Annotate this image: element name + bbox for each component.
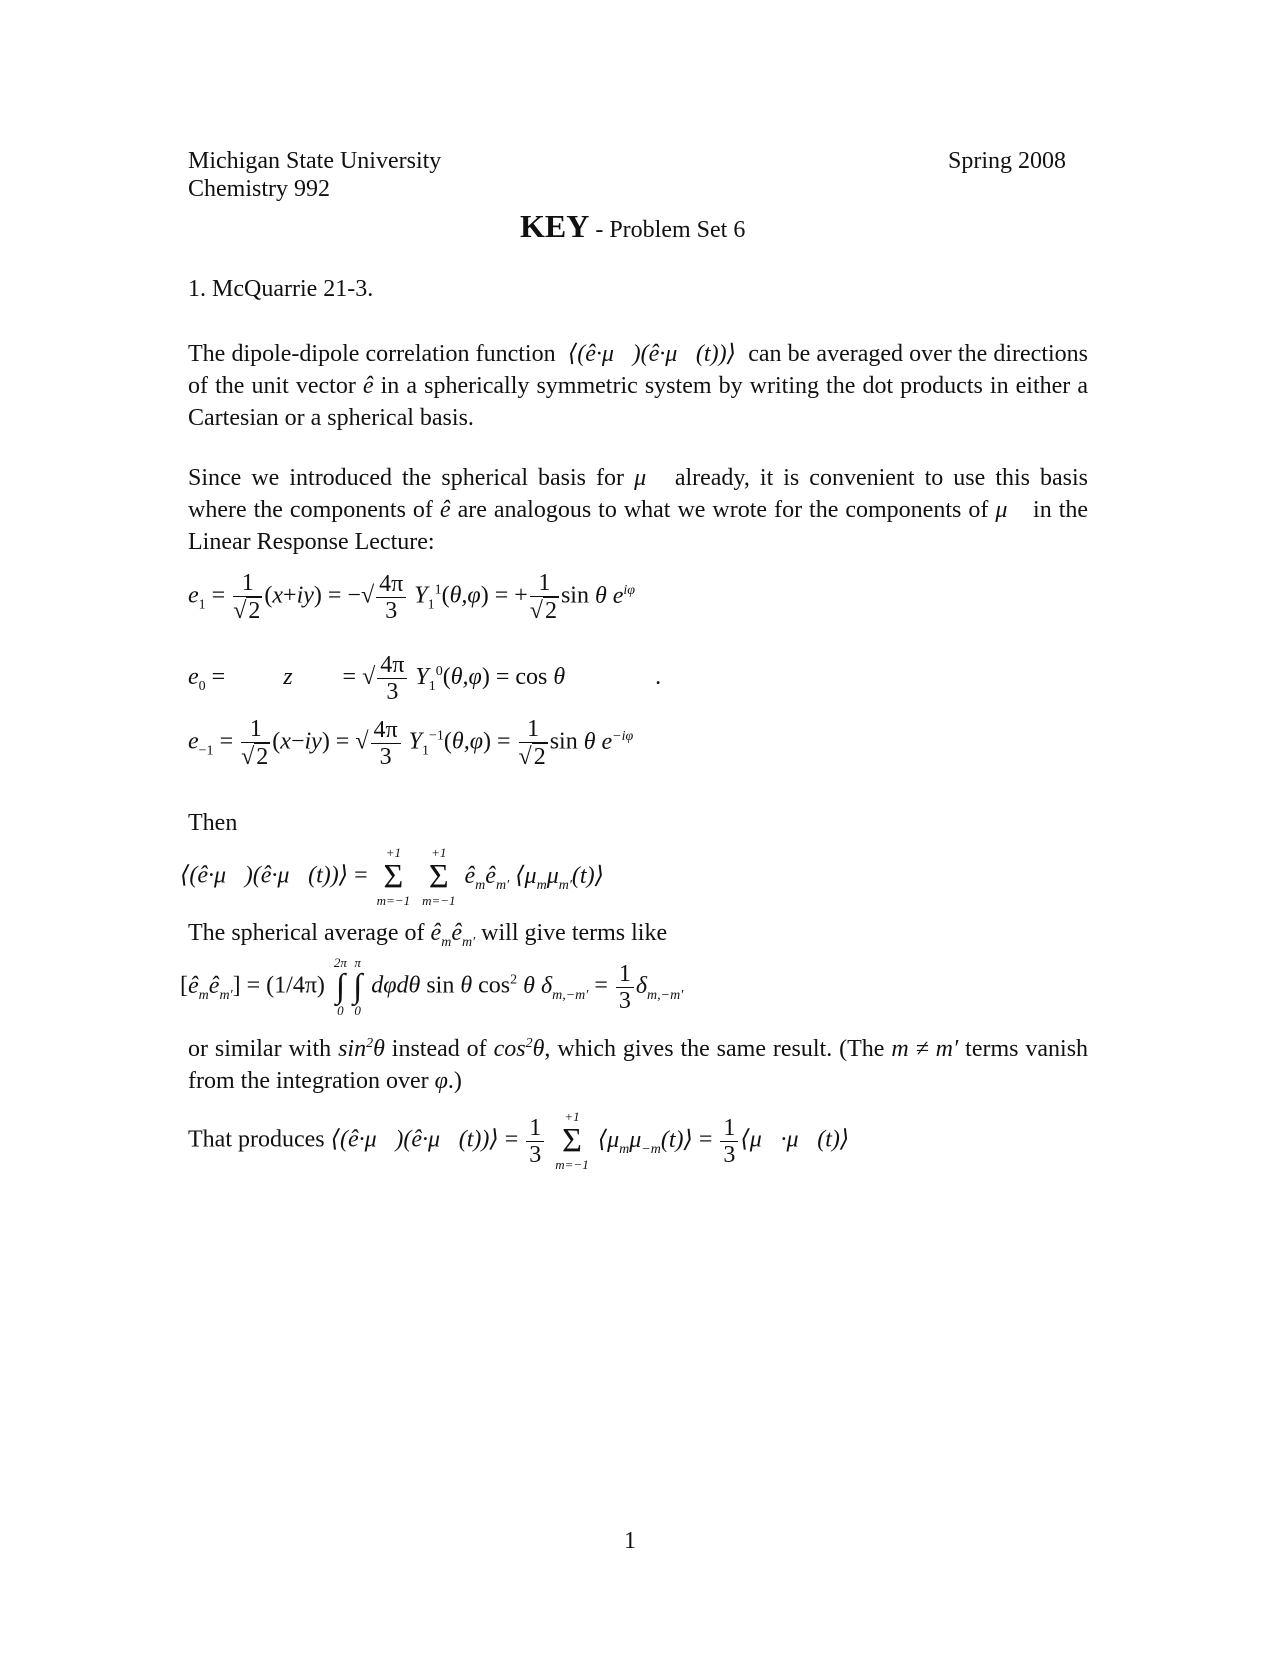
avg-text: The spherical average of $ê_mê_{m'}$ will give terms like [188, 920, 668, 950]
eq-ehat: ê [362, 373, 381, 399]
page-number: 1 [624, 1528, 636, 1554]
eq-double-sum: ⟨(ê·μ⃗)(ê·μ⃗(t))⟩ = +1 Σ m=−1 +1 Σ m=−1 $ê_mê_{m'}$ $⟨\mu_m\mu_{m'}(t)⟩$ [180, 845, 604, 908]
para2-text-a: Since we introduced the spherical basis for [188, 465, 625, 491]
course-name: Chemistry 992 [188, 176, 330, 202]
title-key: KEY [520, 208, 590, 244]
problem-heading: 1. McQuarrie 21-3. [188, 276, 374, 302]
page-title [520, 208, 745, 245]
eq-e0: $e_0 = z$ = √ $\frac{4\pi}{3}$ $Y_1^0(\theta,\varphi) = \cos \theta$ . [188, 652, 662, 705]
eq-integral: $[ê_mê_{m'}] = (1/4\pi)$ 2π ∫ 0 π ∫ 0 dφdθ sin θ $\cos^2 \theta$ $\delta_{m,-m'}$ = $\frac{1}{3}$ $\delta_{m,-m'}$ [180, 955, 684, 1018]
para1-text-c: in a spherically symmetric system by writing the dot products in either a Cartesian or a spherical basis. [188, 373, 1089, 431]
paragraph-basis [188, 462, 1088, 558]
eq-e-minus1: $e_{-1}$ = $\frac{1}{√2}$ (x−iy) = √ $\frac{4\pi}{3}$ $Y_1^{-1}(\theta,\varphi)$ = $\frac{1}{√2}$ sin θ $e^{-i\varphi}$ [188, 716, 634, 770]
semester: Spring 2008 [948, 148, 1067, 174]
para1-text-a: The dipole-dipole correlation function [188, 341, 556, 367]
eq-correlation: ⟨(ê·μ⃗)(ê·μ⃗(t))⟩ [561, 341, 743, 367]
eq-e1: $e_1$ = $\frac{1}{√2}$ (x+iy) = −√ $\frac{4\pi}{3}$ $Y_1^1(\theta,\varphi)$ = + $\frac{1}{√2}$ sin θ $e^{i\varphi}$ [188, 570, 636, 624]
para1-text-b: can be averaged over the directions of the unit vector [188, 341, 1089, 399]
university-name: Michigan State University [188, 148, 442, 174]
paragraph-intro [188, 338, 1088, 434]
para2-text-b: already, it is convenient to use this basis where the components of [188, 465, 1089, 523]
eq-result: That produces ⟨(ê·μ⃗)(ê·μ⃗(t))⟩ = $\frac{1}{3}$ +1 Σ m=−1 $⟨\mu_m\mu_{-m}(t)⟩$ = $\frac{1}{3}$ ⟨μ⃗·μ⃗(t)⟩ [188, 1109, 850, 1172]
eq-ehat-2: ê [439, 497, 458, 523]
eq-mu: μ⃗ [634, 465, 675, 491]
title-rest: - Problem Set 6 [595, 217, 746, 243]
paragraph-similar: or similar with $\sin^2\theta$ instead of $\cos^2\theta$, which gives the same result. (The m ≠ m′ terms vanish from the integration over φ.) [188, 1036, 1089, 1094]
para2-text-c: are analogous to what we wrote for the components of [457, 497, 989, 523]
para2-text-d: in the Linear Response Lecture: [188, 497, 1089, 555]
produces-label: That produces [188, 1126, 325, 1153]
then-label: Then [188, 810, 238, 836]
eq-mu-2: μ⃗ [995, 497, 1034, 523]
eq-emem: $ê_mê_{m'}$ [430, 920, 476, 950]
